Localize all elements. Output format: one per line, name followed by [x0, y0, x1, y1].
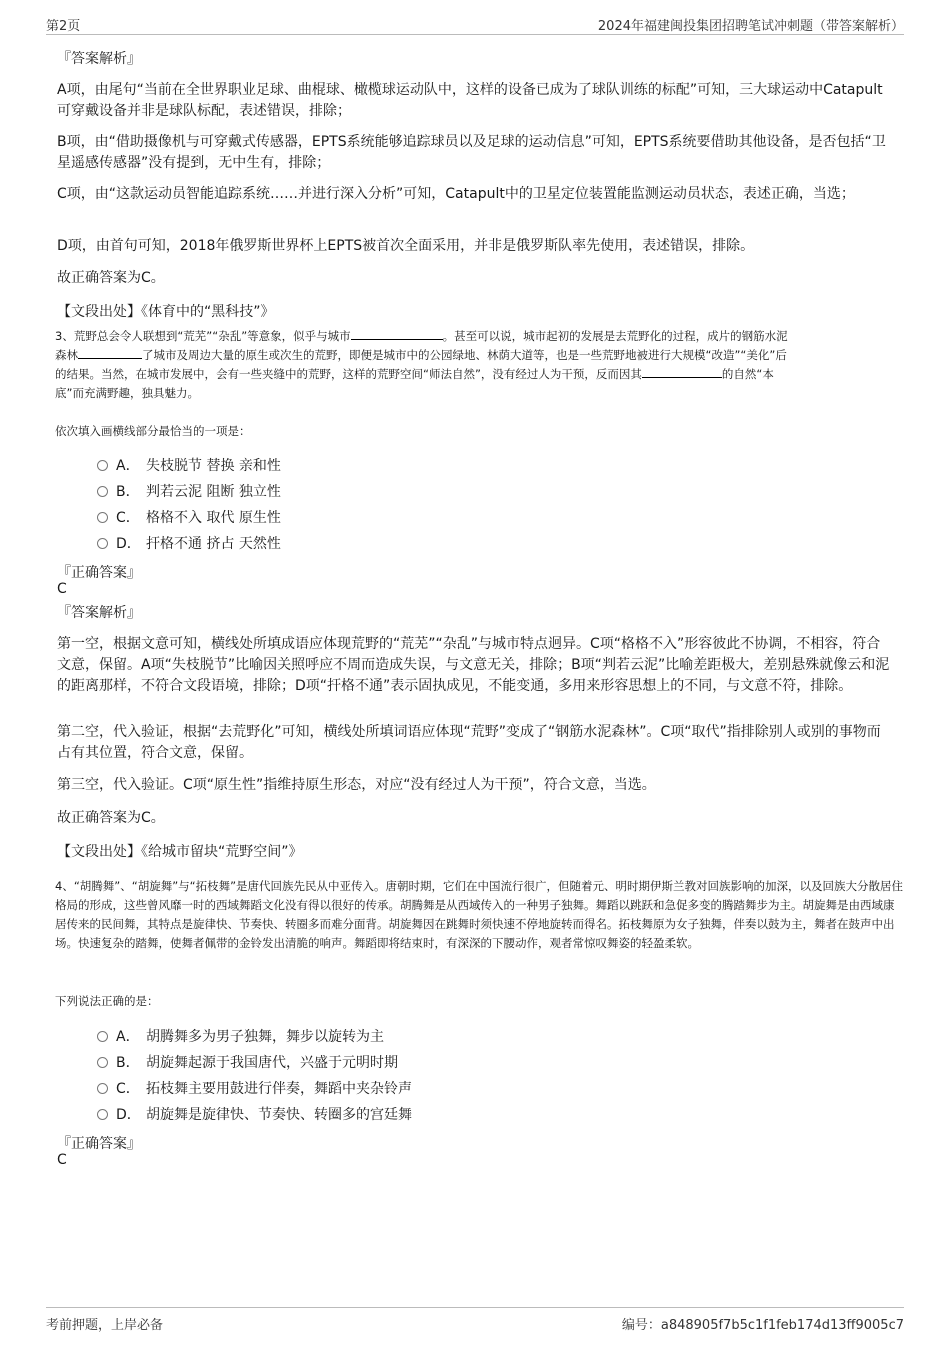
radio-icon[interactable]: [97, 538, 108, 549]
q2-analysis-a: A项，由尾句“当前在全世界职业足球、曲棍球、橄榄球运动队中，这样的设备已成为了球队训练的标配”可知，三大球运动中Catapult可穿戴设备并非是球队标配，表述错误，排除；: [57, 82, 883, 119]
q4-option-d[interactable]: D． 胡旋舞是旋律快、节奏快、转圈多的宫廷舞: [97, 1104, 412, 1126]
q4-question-text: 4、“胡腾舞”、“胡旋舞”与“拓枝舞”是唐代回族先民从中亚传入。唐朝时期，它们在中国流行很广，但随着元、明时期伊斯兰教对回族影响的加深，以及回族大分散居住格局的形成，这些曾风靡一时的西域舞蹈文化没有得以很好的传承。胡腾舞是从西域传入的一种男子独舞。舞蹈以跳跃和急促多变的腾踏舞步为主。胡旋舞是由西域康居传来的民间舞，其特点是旋律快、节奏快、转圈多而难分面背。胡旋舞因在跳舞时须快速不停地旋转而得名。拓枝舞原为女子独舞，伴奏以鼓为主，舞者在鼓声中出场。快速复杂的踏舞，使舞者佩带的金铃发出清脆的响声。舞蹈即将结束时，有深深的下腰动作，观者常惊叹舞姿的轻盈柔软。: [55, 879, 904, 950]
radio-icon[interactable]: [97, 512, 108, 523]
q3-answer-heading: 『正确答案』: [57, 565, 141, 581]
q3-prompt: 依次填入画横线部分最恰当的一项是：: [55, 424, 251, 438]
document-id: 编号：a848905f7b5c1f1feb174d13ff9005c7: [621, 1318, 904, 1333]
q4-answer: C: [57, 1152, 67, 1168]
q4-prompt: 下列说法正确的是：: [55, 994, 159, 1008]
page-header: [46, 14, 904, 35]
radio-icon[interactable]: [97, 486, 108, 497]
q2-analysis-c: C项，由“这款运动员智能追踪系统……并进行深入分析”可知，Catapult中的卫星定位装置能监测运动员状态，表述正确，当选；: [57, 186, 855, 202]
q4-option-a[interactable]: A． 胡腾舞多为男子独舞，舞步以旋转为主: [97, 1026, 384, 1048]
q2-analysis-d: D项，由首句可知，2018年俄罗斯世界杯上EPTS被首次全面采用，并非是俄罗斯队率先使用，表述错误，排除。: [57, 238, 755, 254]
blank-2: [78, 346, 142, 359]
radio-icon[interactable]: [97, 460, 108, 471]
radio-icon[interactable]: [97, 1083, 108, 1094]
blank-1: [351, 327, 443, 340]
q3-option-c[interactable]: C． 格格不入 取代 原生性: [97, 507, 281, 529]
page-number: 第2页: [46, 19, 81, 34]
q3-option-d[interactable]: D． 扞格不通 挤占 天然性: [97, 533, 281, 555]
q3-analysis-3: 第三空，代入验证。C项“原生性”指维持原生形态，对应“没有经过人为干预”，符合文意，当选。: [57, 777, 656, 793]
q2-source: 【文段出处】《体育中的“黑科技”》: [57, 304, 275, 320]
q3-conclusion: 故正确答案为C。: [57, 810, 165, 826]
q3-option-a[interactable]: A． 失枝脱节 替换 亲和性: [97, 455, 281, 477]
q3-analysis-heading: 『答案解析』: [57, 605, 141, 621]
radio-icon[interactable]: [97, 1109, 108, 1120]
q3-answer: C: [57, 581, 67, 597]
radio-icon[interactable]: [97, 1031, 108, 1042]
q3-option-b[interactable]: B． 判若云泥 阻断 独立性: [97, 481, 281, 503]
q3-question-text: 3、荒野总会令人联想到“荒芜”“杂乱”等意象，似乎与城市 。甚至可以说，城市起初的发展是去荒野化的过程，成片的钢筋水泥 森林 了城市及周边大量的原生或次生的荒野，即便是城市中的公园绿地、林荫大道等，也是一些荒野地被进行大规模“改造”“美化”后 的结果。当然，在城市发展中，会有一些夹缝中的荒野，这样的荒野空间“师法自然”，没有经过人为干预，反而因其 的自然“本 底”而充满野趣，独具魅力。: [55, 329, 788, 400]
footer-slogan: 考前押题，上岸必备: [46, 1318, 164, 1333]
q2-analysis-b: B项，由“借助摄像机与可穿戴式传感器，EPTS系统能够追踪球员以及足球的运动信息”可知，EPTS系统要借助其他设备，是否包括“卫星遥感传感器”没有提到，无中生有，排除；: [57, 134, 886, 171]
q4-answer-heading: 『正确答案』: [57, 1136, 141, 1152]
q3-source: 【文段出处】《给城市留块“荒野空间”》: [57, 844, 303, 860]
q4-option-b[interactable]: B． 胡旋舞起源于我国唐代，兴盛于元明时期: [97, 1052, 398, 1074]
q3-analysis-2: 第二空，代入验证，根据“去荒野化”可知，横线处所填词语应体现“荒野”变成了“钢筋水泥森林”。C项“取代”指排除别人或别的事物而占有其位置，符合文意，保留。: [57, 724, 881, 761]
q4-option-c[interactable]: C． 拓枝舞主要用鼓进行伴奏，舞蹈中夹杂铃声: [97, 1078, 412, 1100]
q2-analysis-heading: 『答案解析』: [57, 51, 141, 67]
document-title: 2024年福建闽投集团招聘笔试冲刺题（带答案解析）: [597, 19, 904, 34]
radio-icon[interactable]: [97, 1057, 108, 1068]
blank-3: [642, 365, 722, 378]
page-footer: [46, 1307, 904, 1338]
q2-conclusion: 故正确答案为C。: [57, 270, 165, 286]
q3-analysis-1: 第一空，根据文意可知，横线处所填成语应体现荒野的“荒芜”“杂乱”与城市特点迥异。C项“格格不入”形容彼此不协调，不相容，符合文意，保留。A项“失枝脱节”比喻因关照呼应不周而造成失误，与文意无关，排除；B项“判若云泥”比喻差距极大，差别悬殊就像云和泥的距离那样，不符合文段语境，排除；D项“扞格不通”表示固执成见，不能变通，多用来形容思想上的不同，与文意不符，排除。: [57, 636, 890, 694]
